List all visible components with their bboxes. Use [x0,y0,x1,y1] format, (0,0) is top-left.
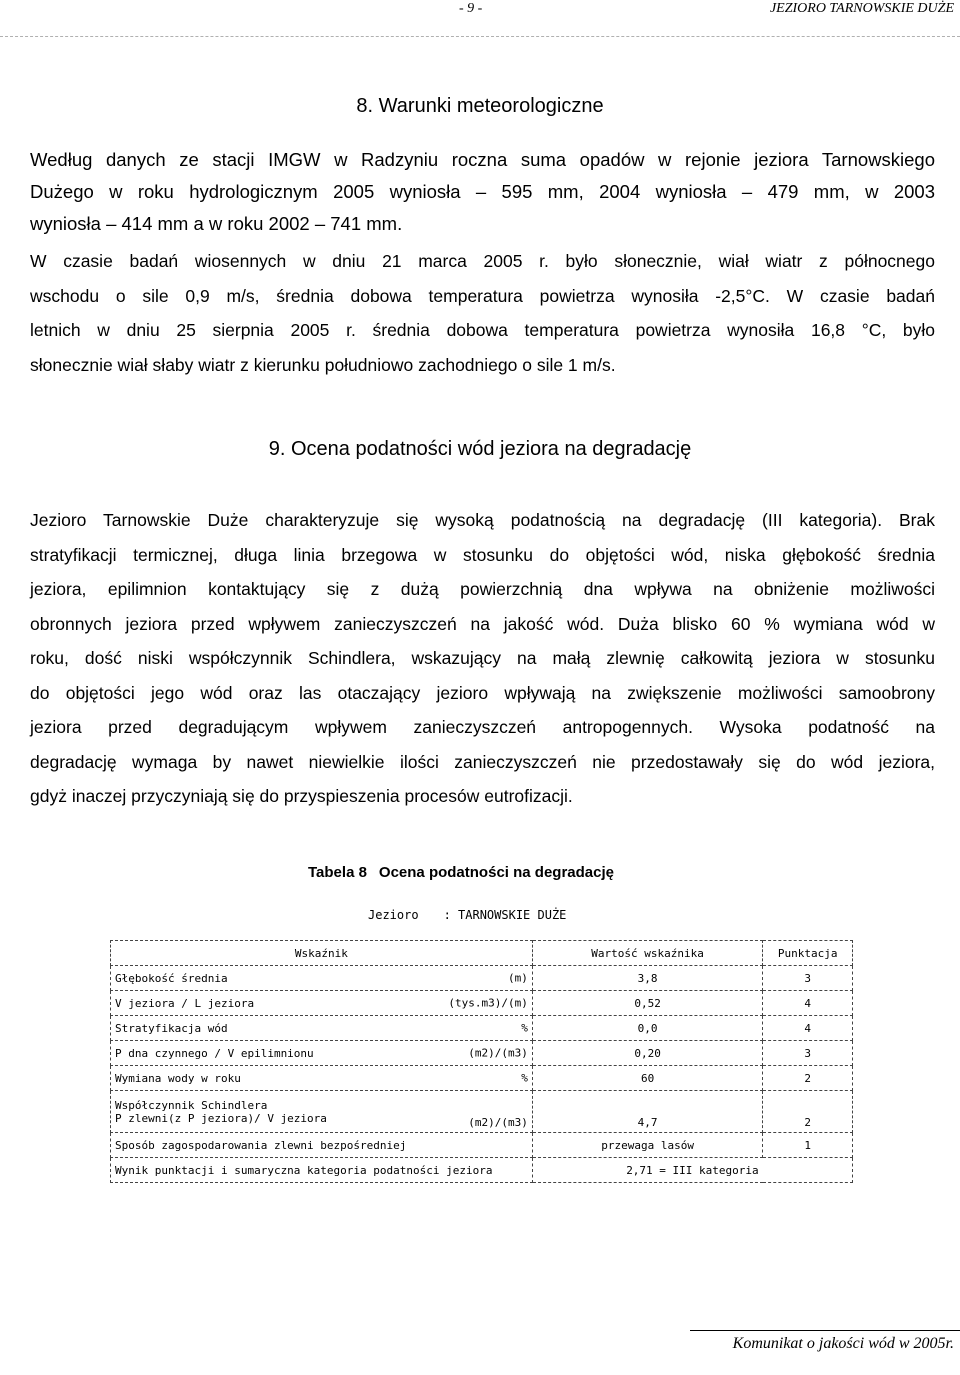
points-cell: 4 [763,991,853,1016]
table-summary-row [111,1158,853,1183]
text-line: słonecznie wiał słaby wiatr z kierunku południowo zachodniego o sile 1 m/s. [30,354,616,375]
indicator-unit: % [521,1021,528,1035]
lake-line [368,908,566,922]
value-cell: 0,20 [532,1041,763,1066]
indicator-name: Głębokość średnia [115,971,228,985]
text-line: stratyfikacji termicznej, długa linia brzegowa w stosunku do objętości wód, niska głębokość średnia [30,544,935,565]
summary-label: Wynik punktacji i sumaryczna kategoria podatności jeziora [111,1158,533,1183]
indicator-cell [111,1066,533,1091]
value-cell: przewaga lasów [532,1133,763,1158]
text-line: Dużego w roku hydrologicznym 2005 wyniosła – 595 mm, 2004 wyniosła – 479 mm, w 2003 [30,181,935,202]
text-line: roku, dość niski współczynnik Schindlera, wskazujący na małą zlewnię całkowitą jeziora w stosunku [30,648,935,668]
section-8-paragraph-1 [30,144,935,240]
text-line: obronnych jeziora przed wpływem zanieczyszczeń na jakość wód. Duża blisko 60 % wymiana wód w [30,613,935,634]
text-line: letnich w dniu 25 sierpnia 2005 r. średnia dobowa temperatura powietrza wynosiła 16,8 °C, było [30,320,935,340]
column-header-points: Punktacja [763,941,853,966]
indicator-name-line-2: P zlewni(z P jeziora)/ V jeziora [115,1111,327,1125]
lake-value: : TARNOWSKIE DUŻE [443,908,567,922]
footer-divider [690,1330,960,1331]
value-cell: 0,0 [532,1016,763,1041]
column-header-indicator: Wskaźnik [111,941,533,966]
table-row [111,1133,853,1158]
indicator-name: P dna czynnego / V epilimnionu [115,1046,314,1060]
table-row [111,991,853,1016]
indicator-cell [111,1133,533,1158]
indicator-name: V jeziora / L jeziora [115,996,255,1010]
value-cell: 3,8 [532,966,763,991]
table-caption-number: Tabela 8 [308,864,367,881]
indicator-cell [111,991,533,1016]
text-line: degradację wymaga by nawet niewielkie ilości zanieczyszczeń nie przedostawały się do wód jeziora, [30,751,935,772]
text-line: gdyż inaczej przyczyniają się do przyspieszenia procesów eutrofizacji. [30,786,573,806]
text-line: jeziora przed degradującym wpływem zanieczyszczeń antropogennych. Wysoka podatność na [30,717,935,737]
text-line: do objętości jego wód oraz las otaczający jezioro wpływają na zwiększenie możliwości samoobrony [30,682,935,703]
table-caption-text: Ocena podatności na degradację [378,864,614,881]
page-number: - 9 - [459,1,483,16]
section-8-title: 8. Warunki meteorologiczne [356,95,604,117]
points-cell: 1 [763,1133,853,1158]
text-line: Według danych ze stacji IMGW w Radzyniu roczna suma opadów w rejonie jeziora Tarnowskiego [30,149,935,170]
indicator-unit: (m2)/(m3) [468,1046,528,1060]
indicator-name: Współczynnik Schindlera [115,1098,268,1112]
section-9-paragraph [30,503,935,814]
value-cell: 0,52 [532,991,763,1016]
table-caption [308,864,614,881]
indicator-unit: (tys.m3)/(m) [448,996,528,1010]
section-8-paragraph-2 [30,244,935,382]
lake-label: Jezioro [368,908,419,922]
text-line: Jezioro Tarnowskie Duże charakteryzuje się wysoką podatnością na degradację (III kategoria). Brak [30,510,935,530]
indicator-name: Stratyfikacja wód [115,1021,228,1035]
text-line: wschodu o sile 0,9 m/s, średnia dobowa temperatura powietrza wynosiła -2,5°C. W czasie badań [30,285,935,306]
indicator-cell [111,966,533,991]
indicator-cell [111,1016,533,1041]
text-line: jeziora, epilimnion kontaktujący się z dużą powierzchnią dna wpływa na obniżenie możliwości [30,579,935,599]
footer-text: Komunikat o jakości wód w 2005r. [732,1335,954,1352]
table-row [111,1091,853,1133]
points-cell: 2 [763,1066,853,1091]
table-header-row [111,941,853,966]
points-cell: 3 [763,966,853,991]
vulnerability-table [110,940,853,1183]
indicator-cell [111,1091,533,1133]
value-cell: 60 [532,1066,763,1091]
value-cell: 4,7 [532,1091,763,1133]
text-line: wyniosła – 414 mm a w roku 2002 – 741 mm. [30,213,403,234]
summary-value: 2,71 = III kategoria [532,1158,852,1183]
indicator-unit: (m2)/(m3) [468,1116,528,1129]
points-cell: 2 [763,1091,853,1133]
table-row [111,1066,853,1091]
points-cell: 4 [763,1016,853,1041]
indicator-name: Sposób zagospodarowania zlewni bezpośredniej [115,1138,407,1152]
column-header-value: Wartość wskaźnika [532,941,763,966]
section-9-title: 9. Ocena podatności wód jeziora na degradację [268,438,692,460]
text-line: W czasie badań wiosennych w dniu 21 marca 2005 r. było słonecznie, wiał wiatr z północnego [30,251,935,271]
indicator-name: Wymiana wody w roku [115,1071,241,1085]
indicator-unit: (m) [507,971,528,985]
table-row [111,966,853,991]
running-title: JEZIORO TARNOWSKIE DUŻE [769,1,954,16]
table-row [111,1041,853,1066]
points-cell: 3 [763,1041,853,1066]
indicator-cell [111,1041,533,1066]
table-row [111,1016,853,1041]
header-divider [0,36,960,37]
indicator-unit: % [521,1071,528,1085]
